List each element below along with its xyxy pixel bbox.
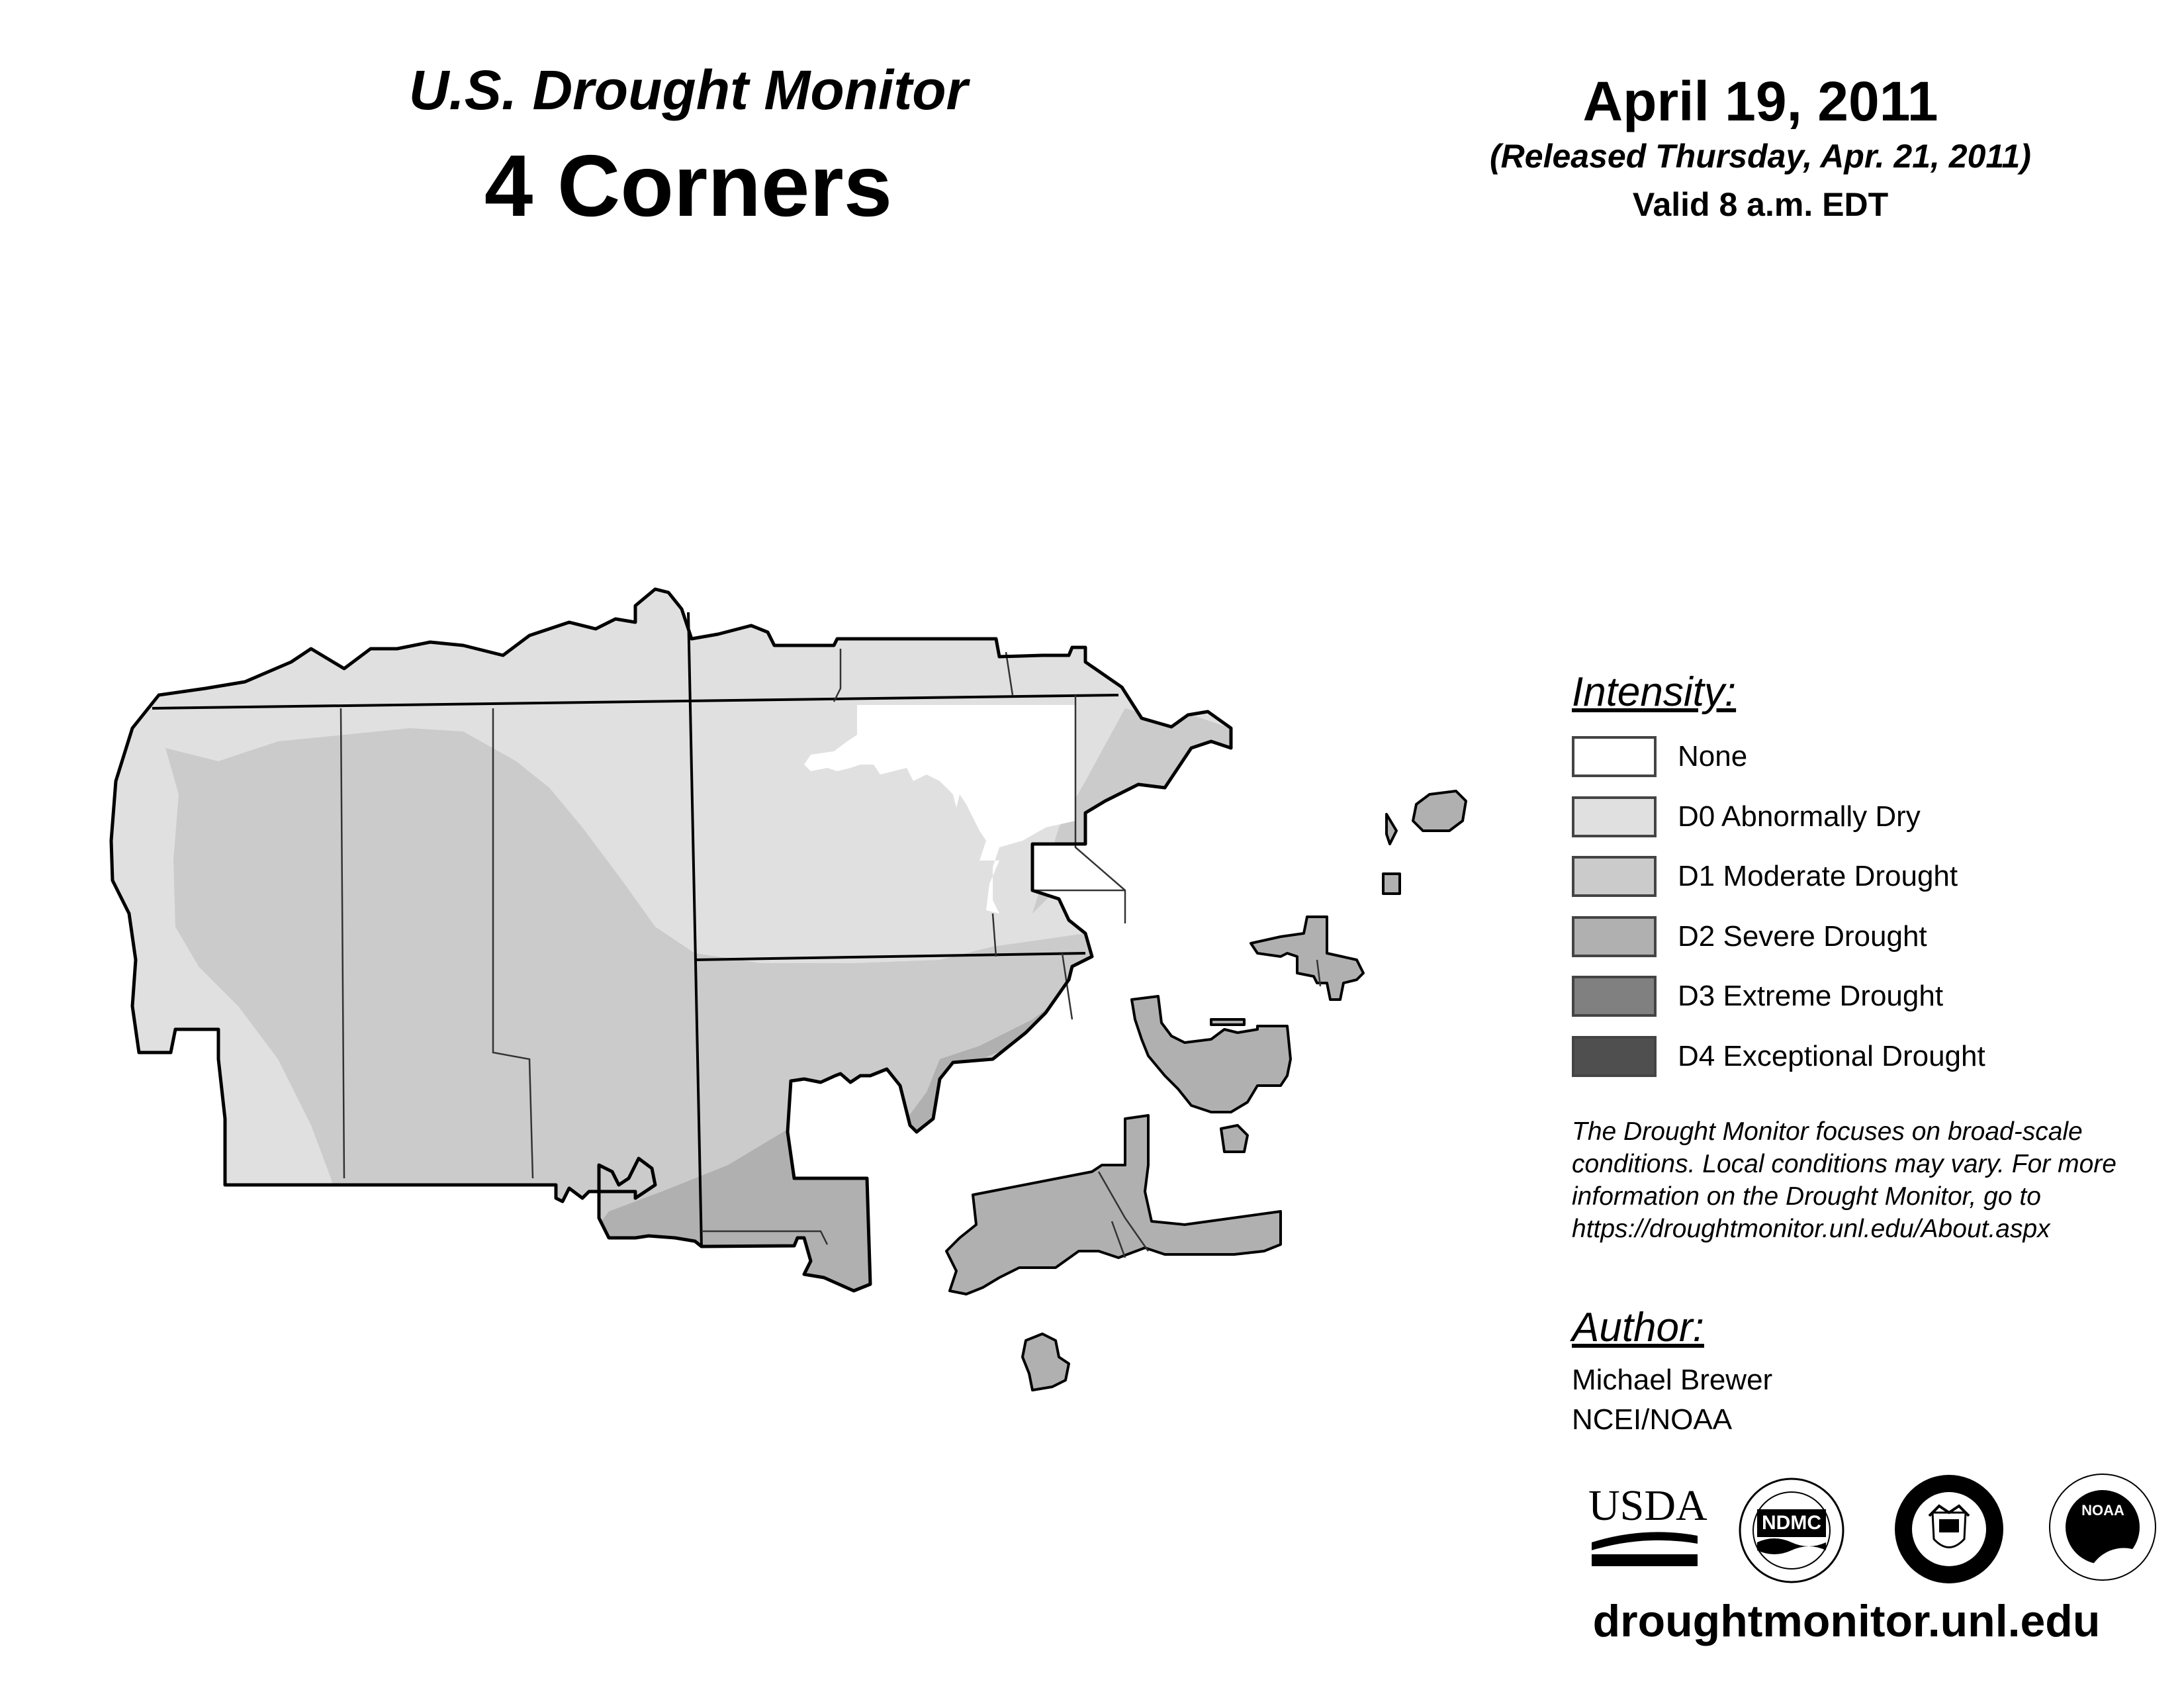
legend-label: D0 Abnormally Dry <box>1678 800 1921 833</box>
valid-time: Valid 8 a.m. EDT <box>1632 186 1889 223</box>
parcel-far-small <box>1383 874 1400 894</box>
legend-swatch <box>1572 1036 1657 1077</box>
parcel-central-east <box>1132 996 1291 1112</box>
usda-logo-text: USDA <box>1588 1481 1707 1530</box>
legend-swatch <box>1572 796 1657 837</box>
parcel-triangle <box>1387 814 1396 844</box>
parcel-bottom <box>1023 1334 1069 1390</box>
usda-logo <box>1588 1481 1707 1569</box>
noaa-logo <box>2048 1473 2158 1582</box>
usda-logo-mark <box>1588 1529 1701 1569</box>
legend-swatch <box>1572 736 1657 777</box>
legend-label: D2 Severe Drought <box>1678 920 1927 953</box>
parcel-east-cluster <box>1251 917 1363 1000</box>
ndmc-logo-text: NDMC <box>1762 1512 1821 1534</box>
map-title: U.S. Drought Monitor <box>408 59 968 121</box>
author-heading: Author: <box>1572 1305 1704 1350</box>
parcel-far-northeast <box>1413 791 1466 831</box>
author-name: Michael Brewer <box>1572 1364 1773 1396</box>
parcel-small-bar <box>1211 1019 1244 1025</box>
legend-swatch <box>1572 856 1657 897</box>
map-date: April 19, 2011 <box>1582 70 1938 132</box>
legend-swatch <box>1572 916 1657 957</box>
legend-label: D4 Exceptional Drought <box>1678 1040 1985 1072</box>
legend-label: D3 Extreme Drought <box>1678 980 1944 1012</box>
commerce-seal <box>1893 1473 2005 1585</box>
ndmc-logo <box>1737 1476 1846 1585</box>
noaa-logo-text: NOAA <box>2081 1502 2124 1519</box>
author-org: NCEI/NOAA <box>1572 1403 1733 1436</box>
legend-label: None <box>1678 740 1748 773</box>
legend-heading: Intensity: <box>1572 669 1737 715</box>
legend-swatch <box>1572 976 1657 1017</box>
website-url[interactable]: droughtmonitor.unl.edu <box>1592 1596 2101 1646</box>
region-title: 4 Corners <box>484 137 893 234</box>
disclaimer-note: The Drought Monitor focuses on broad-scale conditions. Local conditions may vary. For more information on the Drought Monitor, go to https://droughtmonitor.unl.edu/About.aspx <box>1572 1117 2116 1243</box>
parcel-small-south <box>1221 1125 1248 1152</box>
release-date: (Released Thursday, Apr. 21, 2011) <box>1490 138 2031 175</box>
legend-label: D1 Moderate Drought <box>1678 860 1958 892</box>
